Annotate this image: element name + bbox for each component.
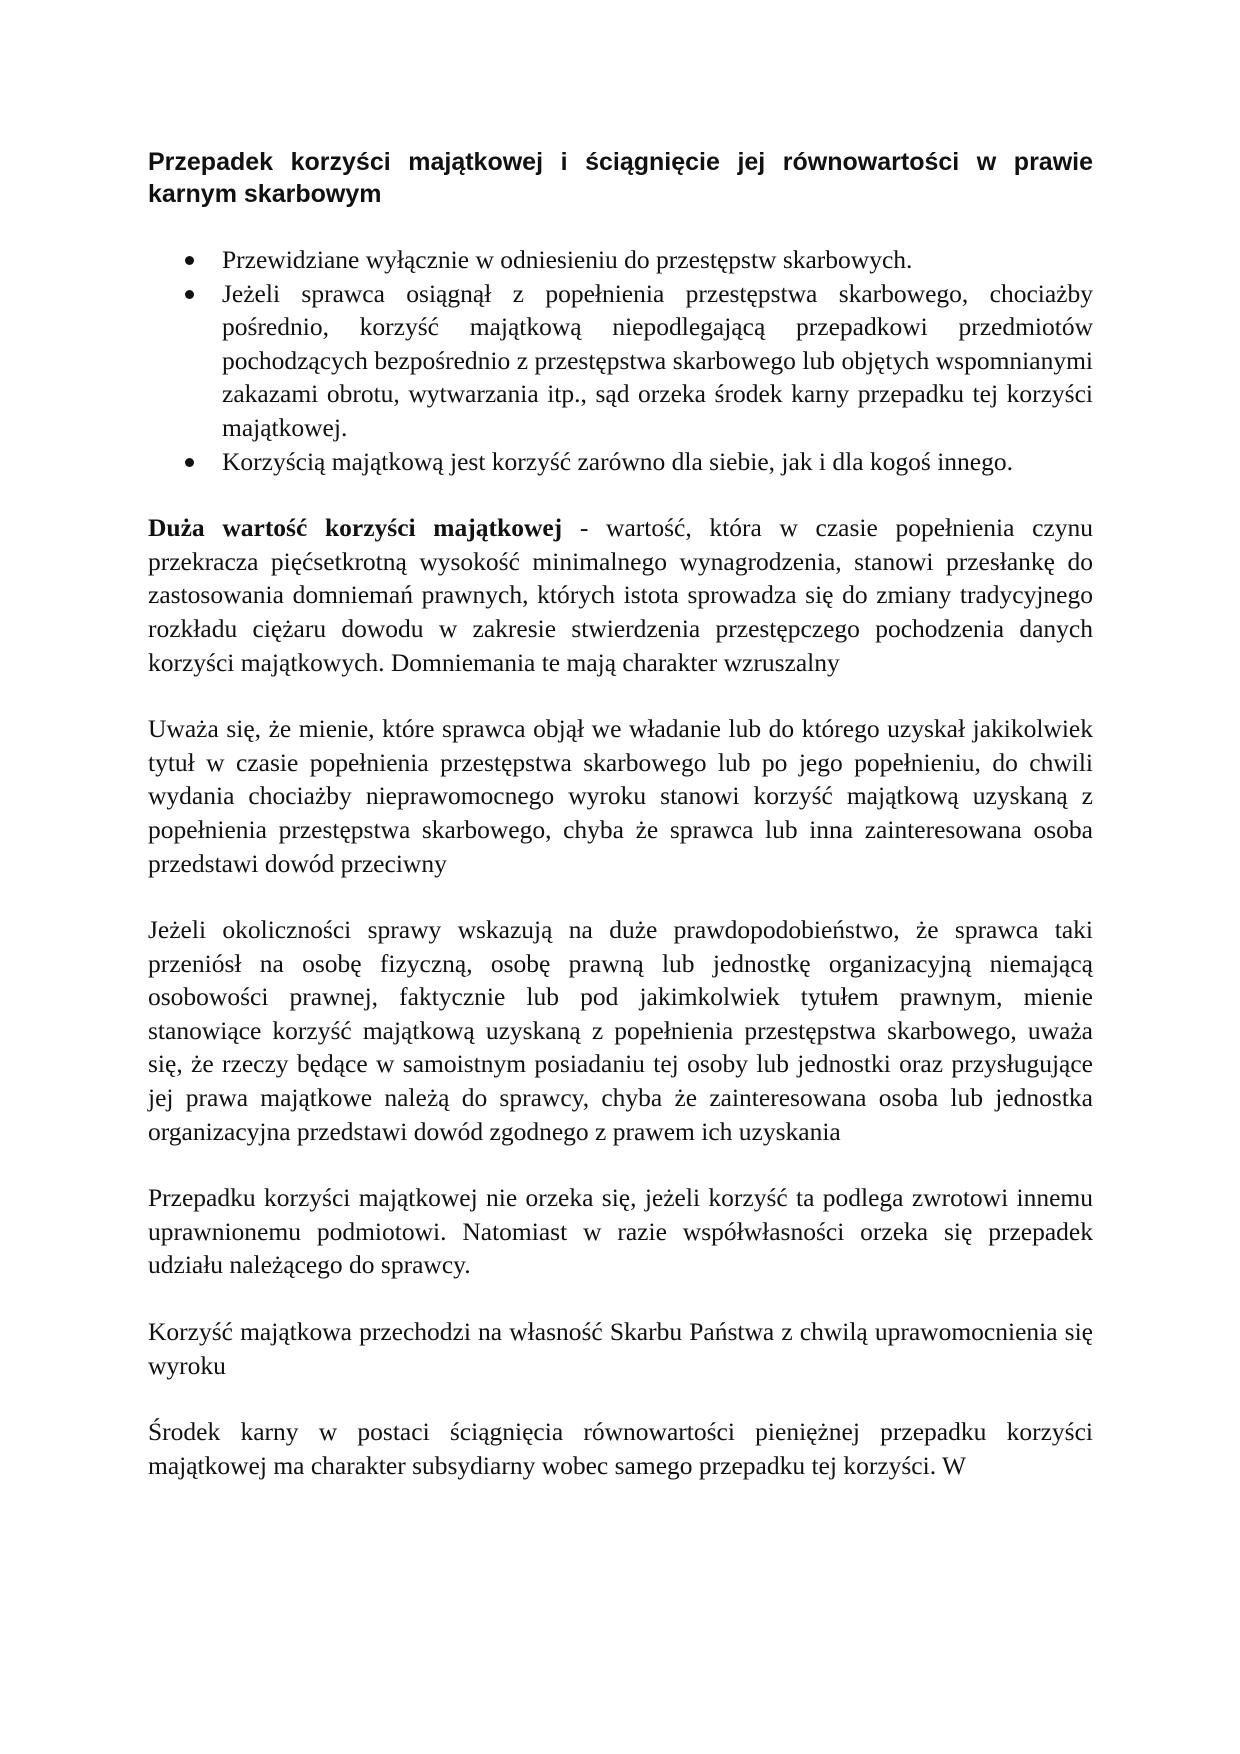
paragraph-bold-lead: Duża wartość korzyści majątkowej (148, 513, 563, 543)
bullet-icon (185, 256, 194, 265)
bullet-icon (185, 458, 194, 467)
bullet-icon (185, 290, 194, 299)
bullet-list (148, 243, 1093, 478)
list-item (222, 445, 1093, 479)
paragraph-state-treasury: Korzyść majątkowa przechodzi na własność Skarbu Państwa z chwilą uprawomocnienia się wyroku (148, 1317, 1093, 1380)
paragraph-text: - wartość, która w czasie popełnienia czynu przekracza pięćsetkrotną wysokość minimalnego wynagrodzenia, stanowi przesłankę do zastosowania domniemań prawnych, których istota sprowadza się do zmiany tradycyjnego rozkładu ciężaru dowodu w zakresie stwierdzenia przestępczego pochodzenia danych korzyści majątkowych. Domniemania te mają charakter wzruszalny (148, 513, 1093, 677)
bullet-text: Przewidziane wyłącznie w odniesieniu do przestępstw skarbowych. (222, 245, 913, 274)
paragraph-exclusion: Przepadku korzyści majątkowej nie orzeka się, jeżeli korzyść ta podlega zwrotowi innemu uprawnionemu podmiotowi. Natomiast w razie współwłasności orzeka się przepadek udziału należącego do sprawcy. (148, 1183, 1093, 1280)
bullet-text: Korzyścią majątkową jest korzyść zarówno dla siebie, jak i dla kogoś innego. (222, 446, 1013, 476)
paragraph-presumption-transfer: Jeżeli okoliczności sprawy wskazują na duże prawdopodobieństwo, że sprawca taki przeniósł na osobę fizyczną, osobę prawną lub jednostkę organizacyjną niemającą osobowości prawnej, faktycznie lub pod jakimkolwiek tytułem prawnym, mienie stanowiące korzyść majątkową uzyskaną z popełnienia przestępstwa skarbowego, uważa się, że rzeczy będące w samoistnym posiadaniu tej osoby lub jednostki oraz przysługujące jej prawa majątkowe należą do sprawcy, chyba że zainteresowana osoba lub jednostka organizacyjna przedstawi dowód zgodnego z prawem ich uzyskania (148, 915, 1093, 1146)
paragraph-equivalent: Środek karny w postaci ściągnięcia równowartości pieniężnej przepadku korzyści majątkowej ma charakter subsydiarny wobec samego przepadku tej korzyści. W (148, 1417, 1093, 1480)
document-title: Przepadek korzyści majątkowej i ściągnięcie jej równowartości w prawie karnym skarbowym (148, 148, 1093, 208)
list-item (222, 243, 1093, 277)
paragraph-presumption-property: Uważa się, że mienie, które sprawca objął we władanie lub do którego uzyskał jakikolwiek tytuł w czasie popełnienia przestępstwa skarbowego lub po jego popełnieniu, do chwili wydania chociażby nieprawomocnego wyroku stanowi korzyść majątkową uzyskaną z popełnienia przestępstwa skarbowego, chyba że sprawca lub inna zainteresowana osoba przedstawi dowód przeciwny (148, 714, 1093, 878)
list-item (222, 277, 1093, 445)
document-page (148, 146, 1093, 1482)
bullet-text: Jeżeli sprawca osiągnął z popełnienia przestępstwa skarbowego, chociażby pośrednio, korzyść majątkową niepodlegającą przepadkowi przedmiotów pochodzących bezpośrednio z przestępstwa skarbowego lub objętych wspomnianymi zakazami obrotu, wytwarzania itp., sąd orzeka środek karny przepadku tej korzyści majątkowej. (222, 278, 1093, 442)
paragraph-large-value (148, 511, 1093, 679)
